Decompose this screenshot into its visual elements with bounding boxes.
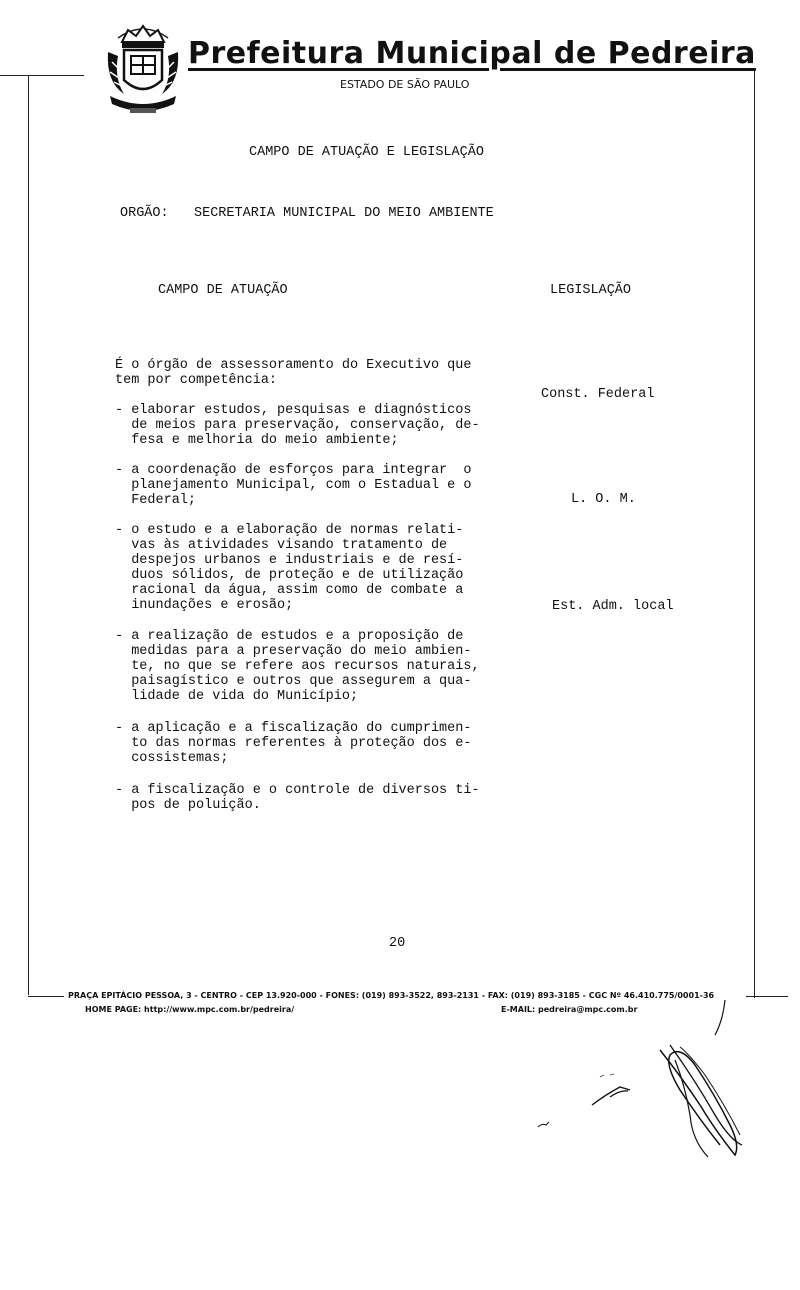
frame-line-left (28, 75, 29, 995)
list-item: - a coordenação de esforços para integrar o planejamento Municipal, com o Estadual e o Federal; (115, 463, 472, 508)
list-item: - a realização de estudos e a proposição de medidas para a preservação do meio ambien- te, no que se refere aos recursos naturais, paisagístico e outros que assegurem a qua- lidade de vida do Município; (115, 629, 480, 704)
footer-address: PRAÇA EPITÁCIO PESSOA, 3 - CENTRO - CEP 13.920-000 - FONES: (019) 893-3522, 893-2131 - FAX: (019) 893-3185 - CGC Nº 46.410.775/0001-36 (68, 991, 715, 1000)
column-header-campo: CAMPO DE ATUAÇÃO (158, 283, 288, 298)
intro-paragraph: É o órgão de assessoramento do Executivo que tem por competência: (115, 358, 472, 388)
legislacao-entry: Est. Adm. local (552, 599, 674, 614)
list-item: - a fiscalização e o controle de diversos ti- pos de poluição. (115, 783, 480, 813)
municipal-seal-icon (104, 22, 182, 118)
legislacao-entry: Const. Federal (541, 387, 655, 402)
column-header-legislacao: LEGISLAÇÃO (550, 283, 632, 298)
orgao-value: SECRETARIA MUNICIPAL DO MEIO AMBIENTE (194, 206, 494, 221)
handwritten-signature (530, 995, 760, 1170)
orgao-label: ORGÃO: (120, 206, 169, 221)
list-item: - a aplicação e a fiscalização do cumprimen- to das normas referentes à proteção dos e- cossistemas; (115, 721, 472, 766)
state-subtitle: ESTADO DE SÃO PAULO (340, 78, 470, 91)
page-number: 20 (389, 936, 406, 951)
document-heading: CAMPO DE ATUAÇÃO E LEGISLAÇÃO (249, 145, 484, 160)
frame-line-bottom-left (28, 996, 64, 997)
frame-line-right (754, 68, 755, 998)
page-title: Prefeitura Municipal de Pedreira (188, 36, 756, 71)
legislacao-entry: L. O. M. (571, 492, 636, 507)
footer-homepage-link[interactable]: HOME PAGE: http://www.mpc.com.br/pedreira/ (85, 1005, 295, 1014)
frame-line-top-left (0, 75, 84, 76)
list-item: - elaborar estudos, pesquisas e diagnósticos de meios para preservação, conservação, de- fesa e melhoria do meio ambiente; (115, 403, 480, 448)
footer-email-link[interactable]: E-MAIL: pedreira@mpc.com.br (501, 1005, 638, 1014)
list-item: - o estudo e a elaboração de normas relati- vas às atividades visando tratamento de despejos urbanos e industriais e de resí- duos sólidos, de proteção e de utilização racional da água, assim como de combate a inundações e erosão; (115, 523, 464, 613)
